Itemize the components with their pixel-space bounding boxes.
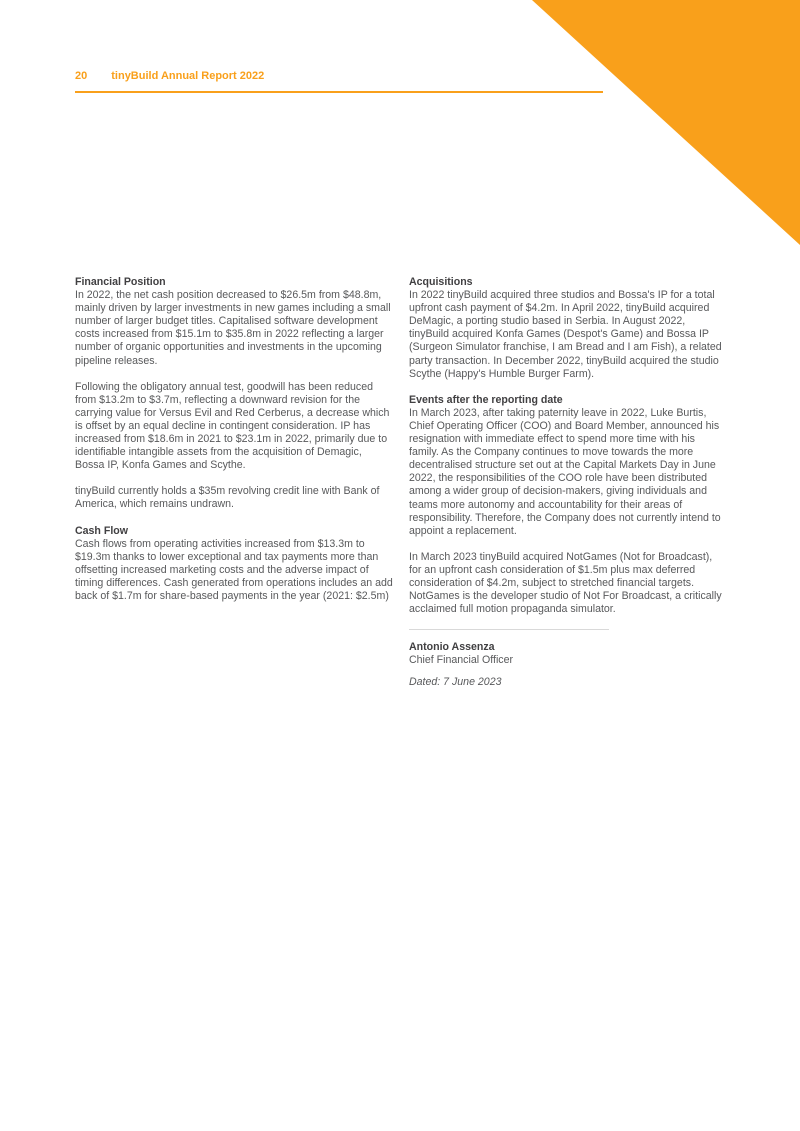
page-number: 20 xyxy=(75,70,88,82)
paragraph-acquisitions-1: In 2022 tinyBuild acquired three studios and Bossa's IP for a total upfront cash payment of $4.2m. In April 2022, tinyBuild acquired DeMagic, a porting studio based in Serbia. In August 2022, tinyBuild acquired Konfa Games (Despot's Game) and Bossa IP (Surgeon Simulator franchise, I am Bread and I am Fish), a related party transaction. In December 2022, tinyBuild acquired the studio Scythe (Happy's Humble Burger Farm). xyxy=(409,289,722,380)
section-heading-events-after-reporting-date: Events after the reporting date xyxy=(409,393,563,406)
corner-triangle-decoration xyxy=(532,0,800,245)
paragraph-events-2: In March 2023 tinyBuild acquired NotGames (Not for Broadcast), for an upfront cash consideration of $1.5m plus max deferred consideration of $4.2m, subject to stretched financial targets. NotGames is the developer studio of Not For Broadcast, a critically acclaimed full motion propaganda simulator. xyxy=(409,550,722,616)
signature-date: Dated: 7 June 2023 xyxy=(409,676,502,689)
paragraph-financial-position-3: tinyBuild currently holds a $35m revolving credit line with Bank of America, which remains undrawn. xyxy=(75,485,380,511)
section-heading-cash-flow: Cash Flow xyxy=(75,524,128,537)
header-row xyxy=(75,70,603,82)
page-header xyxy=(75,70,603,93)
signatory-name: Antonio Assenza xyxy=(409,641,495,654)
paragraph-cash-flow-1: Cash flows from operating activities increased from $13.3m to $19.3m thanks to lower exceptional and tax payments more than offsetting increased marketing costs and the adverse impact of timing differences. Cash generated from operations includes an add back of $1.7m for share-based payments in the year (2021: $2.5m) xyxy=(75,537,393,602)
section-heading-acquisitions: Acquisitions xyxy=(409,276,473,288)
signature-block xyxy=(409,629,727,689)
right-column xyxy=(409,276,727,690)
paragraph-financial-position-1: In 2022, the net cash position decreased to $26.5m from $48.8m, mainly driven by larger investments in new games including a small number of larger budget titles. Capitalised software development costs increased from $15.1m to $35.8m in 2022 reflecting a larger number of organic opportunities and investments in the upcoming pipeline releases. xyxy=(75,289,391,367)
section-heading-financial-position: Financial Position xyxy=(75,276,166,288)
paragraph-financial-position-2: Following the obligatory annual test, goodwill has been reduced from $13.2m to $3.7m, reflecting a downward revision for the carrying value for Versus Evil and Red Cerberus, a decrease which is offset by an equal decline in contingent consideration. IP has increased from $18.6m in 2021 to $23.1m in 2022, primarily due to identifiable intangible assets from the acquisition of Demagic, Bossa IP, Konfa Games and Scythe. xyxy=(75,380,390,472)
header-rule xyxy=(75,91,603,93)
report-title: tinyBuild Annual Report 2022 xyxy=(111,70,265,82)
page-content xyxy=(75,276,727,690)
left-column xyxy=(75,276,393,690)
signature-rule xyxy=(409,629,609,630)
signatory-title: Chief Financial Officer xyxy=(409,654,514,667)
paragraph-events-1: In March 2023, after taking paternity leave in 2022, Luke Burtis, Chief Operating Officer (COO) and Board Member, announced his resignation with immediate effect to spend more time with his family. As the Company continues to move towards the more decentralised structure set out at the Capital Markets Day in June 2022, the responsibilities of the COO role have been distributed among a wider group of decision-makers, giving individuals and teams more autonomy and accountability for their areas of responsibility. Therefore, the Company does not currently intend to appoint a replacement. xyxy=(409,406,721,537)
